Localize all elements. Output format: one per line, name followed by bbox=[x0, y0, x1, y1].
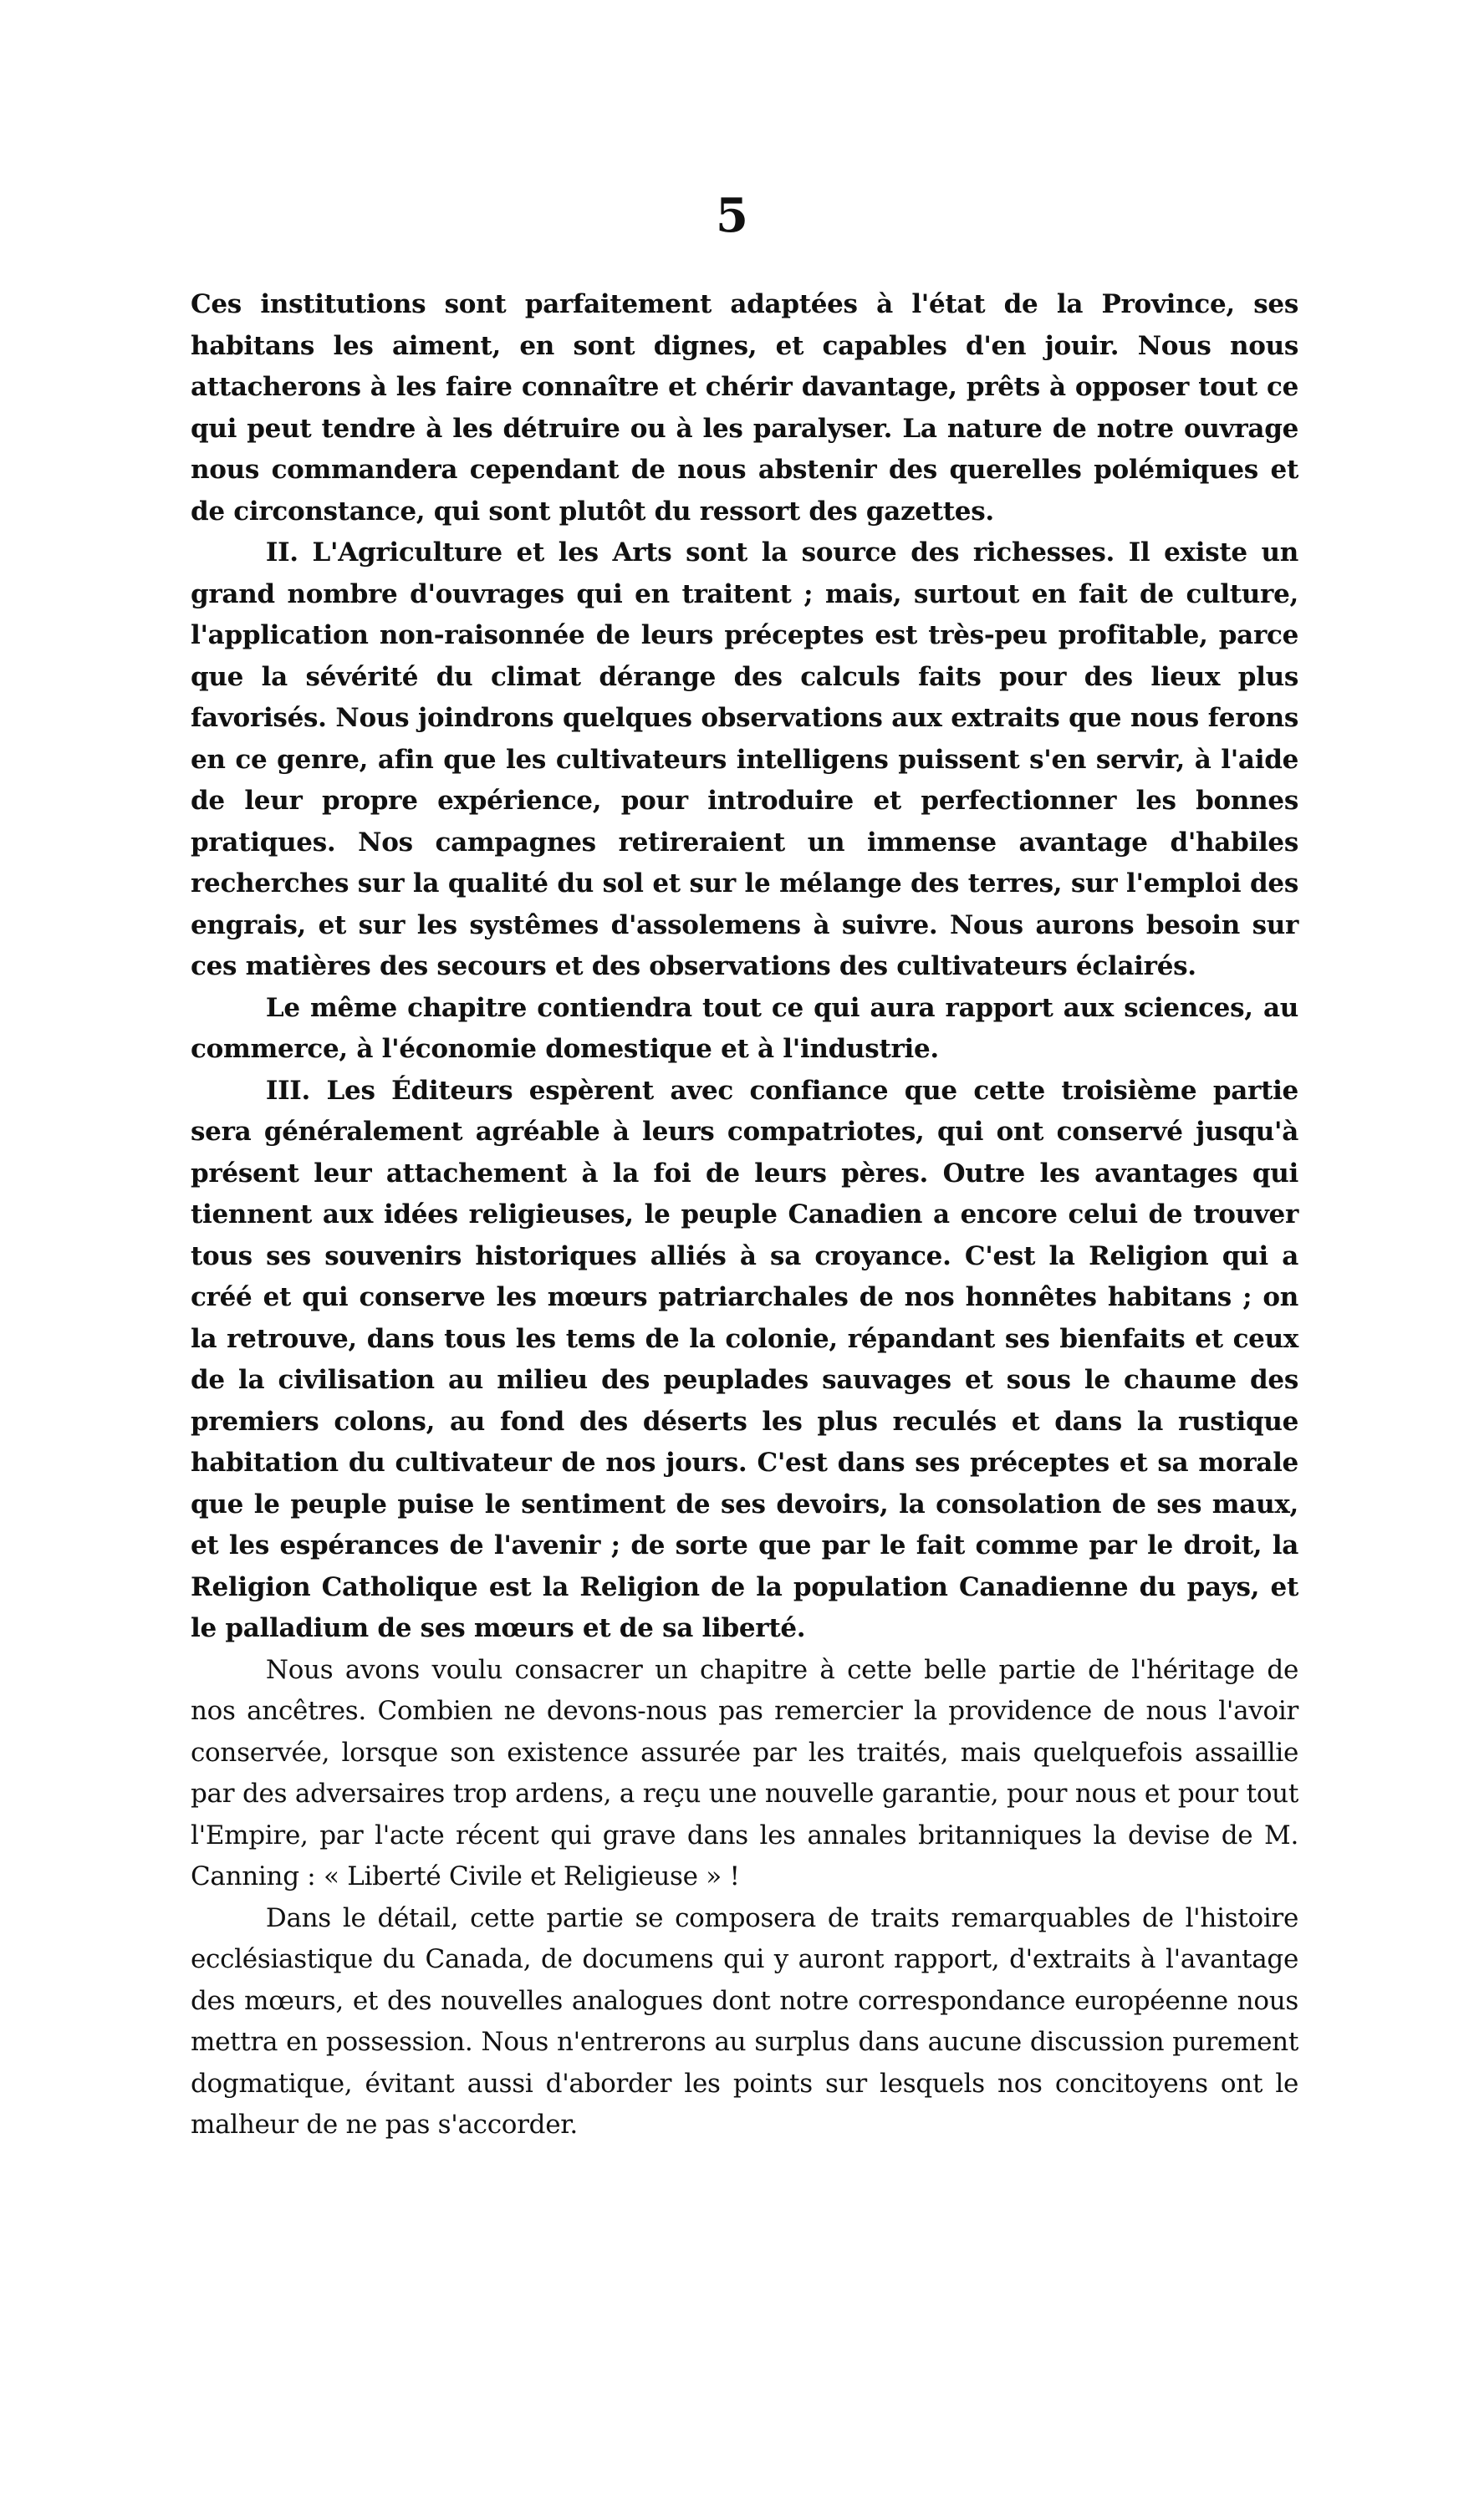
paragraph-detail: Dans le détail, cette partie se composera de traits remarquables de l'histoire ecclésiastique du Canada, de documens qui y auront rapport, d'extraits à l'avantage des mœurs, et des nouvelles analogues dont notre correspondance européenne nous mettra en possession. Nous n'entrerons au surplus dans aucune discussion purement dogmatique, évitant aussi d'aborder les points sur lesquels nos concitoyens ont le malheur de ne pas s'accorder. bbox=[191, 1902, 1298, 2140]
paragraph-agriculture: II. L'Agriculture et les Arts sont la source des richesses. Il existe un grand nombre d'ouvrages qui en traitent ; mais, surtout en fait de culture, l'application non-raisonnée de leurs préceptes est très-peu profitable, parce que la sévérité du climat dérange des calculs faits pour des lieux plus favorisés. Nous joindrons quelques observations aux extraits que nous ferons en ce genre, afin que les cultivateurs intelligens puissent s'en servir, à l'aide de leur propre expérience, pour introduire et perfectionner les bonnes pratiques. Nos campagnes retireraient un immense avantage d'habiles recherches sur la qualité du sol et sur le mélange des terres, sur l'emploi des engrais, et sur les systêmes d'assolemens à suivre. Nous aurons besoin sur ces matières des secours et des observations des cultivateurs éclairés. bbox=[191, 537, 1298, 981]
body-text bbox=[191, 284, 1298, 2146]
paragraph-religion: III. Les Éditeurs espèrent avec confiance que cette troisième partie sera généralement agréable à leurs compatriotes, qui ont conservé jusqu'à présent leur attachement à la foi de leurs pères. Outre les avantages qui tiennent aux idées religieuses, le peuple Canadien a encore celui de trouver tous ses souvenirs historiques alliés à sa croyance. C'est la Religion qui a créé et qui conserve les mœurs patriarchales de nos honnêtes habitans ; on la retrouve, dans tous les tems de la colonie, répandant ses bienfaits et ceux de la civilisation au milieu des peuplades sauvages et sous le chaume des premiers colons, au fond des déserts les plus reculés et dans la rustique habitation du cultivateur de nos jours. C'est dans ses préceptes et sa morale que le peuple puise le sentiment de ses devoirs, la consolation de ses maux, et les espérances de l'avenir ; de sorte que par le fait comme par le droit, la Religion Catholique est la Religion de la population Canadienne du pays, et le palladium de ses mœurs et de sa liberté. bbox=[191, 1075, 1298, 1643]
paragraph-institutions: Ces institutions sont parfaitement adaptées à l'état de la Province, ses habitans les aiment, en sont dignes, et capables d'en jouir. Nous nous attacherons à les faire connaître et chérir davantage, prêts à opposer tout ce qui peut tendre à les détruire ou à les paralyser. La nature de notre ouvrage nous commandera cependant de nous abstenir des querelles polémiques et de circonstance, qui sont plutôt du ressort des gazettes. bbox=[191, 289, 1298, 527]
page-number: 5 bbox=[716, 188, 748, 243]
paragraph-heritage: Nous avons voulu consacrer un chapitre à cette belle partie de l'héritage de nos ancêtres. Combien ne devons-nous pas remercier la providence de nous l'avoir conservée, lorsque son existence assurée par les traités, mais quelquefois assaillie par des adversaires trop ardens, a reçu une nouvelle garantie, pour nous et pour tout l'Empire, par l'acte récent qui grave dans les annales britanniques la devise de M. Canning : « Liberté Civile et Religieuse » ! bbox=[191, 1654, 1298, 1891]
paragraph-sciences: Le même chapitre contiendra tout ce qui aura rapport aux sciences, au commerce, à l'économie domestique et à l'industrie. bbox=[191, 992, 1298, 1064]
